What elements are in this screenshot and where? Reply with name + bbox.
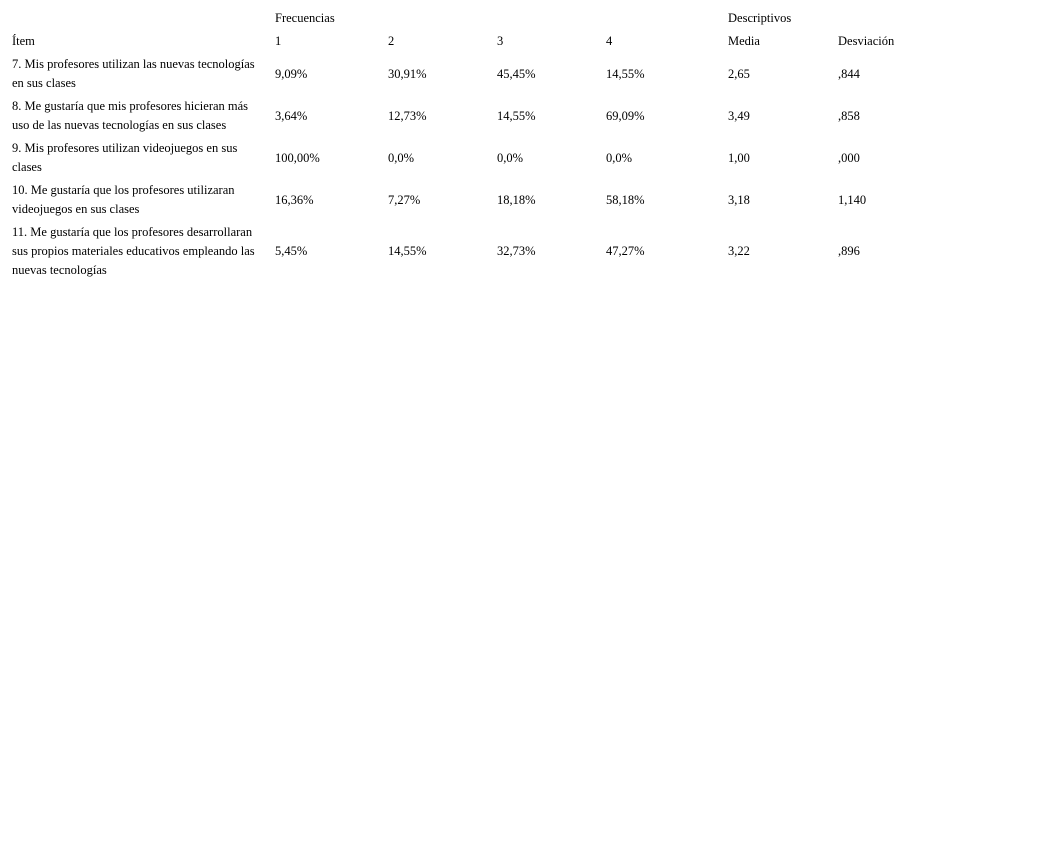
- item-cell: 11. Me gustaría que los profesores desarrollaran sus propios materiales educativos empleando las nuevas tecnologías: [12, 225, 255, 277]
- freq-1-cell: 9,09%: [275, 66, 308, 81]
- item-cell: 10. Me gustaría que los profesores utilizaran videojuegos en sus clases: [12, 183, 235, 216]
- item-cell: 7. Mis profesores utilizan las nuevas tecnologías en sus clases: [12, 57, 255, 90]
- desviacion-cell: ,000: [838, 150, 860, 165]
- desviacion-cell: 1,140: [838, 192, 867, 207]
- freq-2-cell: 0,0%: [388, 150, 415, 165]
- media-cell: 1,00: [728, 150, 750, 165]
- media-cell: 2,65: [728, 66, 750, 81]
- table-row: [10, 53, 936, 95]
- media-cell: 3,22: [728, 244, 750, 258]
- freq-3-cell: 32,73%: [497, 244, 536, 258]
- column-header-media: Media: [728, 34, 760, 48]
- desviacion-cell: ,858: [838, 108, 860, 123]
- freq-3-cell: 14,55%: [497, 108, 536, 123]
- column-header-row: [10, 30, 936, 53]
- column-header-4: 4: [606, 34, 613, 48]
- freq-3-cell: 45,45%: [497, 66, 536, 81]
- freq-4-cell: 14,55%: [606, 66, 645, 81]
- table-row: [10, 95, 936, 137]
- freq-4-cell: 0,0%: [606, 150, 633, 165]
- group-header-descriptivos: Descriptivos: [728, 11, 792, 25]
- freq-1-cell: 3,64%: [275, 108, 308, 123]
- column-header-desviacion: Desviación: [838, 34, 895, 48]
- column-header-2: 2: [388, 34, 395, 48]
- freq-1-cell: 5,45%: [275, 244, 308, 258]
- media-cell: 3,49: [728, 108, 750, 123]
- freq-3-cell: 18,18%: [497, 192, 536, 207]
- freq-2-cell: 7,27%: [388, 192, 421, 207]
- column-header-item: Ítem: [12, 34, 35, 48]
- media-cell: 3,18: [728, 192, 750, 207]
- desviacion-cell: ,844: [838, 66, 860, 81]
- item-cell: 8. Me gustaría que mis profesores hicieran más uso de las nuevas tecnologías en sus clases: [12, 99, 249, 132]
- column-header-1: 1: [275, 34, 282, 48]
- column-header-3: 3: [497, 34, 504, 48]
- frequency-table: [10, 7, 936, 282]
- group-header-row: [10, 7, 936, 30]
- group-header-frecuencias: Frecuencias: [275, 11, 335, 25]
- table-row: [10, 137, 936, 179]
- freq-4-cell: 58,18%: [606, 192, 645, 207]
- freq-2-cell: 12,73%: [388, 108, 427, 123]
- freq-2-cell: 14,55%: [388, 244, 427, 258]
- freq-4-cell: 69,09%: [606, 108, 645, 123]
- freq-3-cell: 0,0%: [497, 150, 524, 165]
- empty-cell: [10, 7, 273, 30]
- desviacion-cell: ,896: [838, 244, 860, 258]
- freq-4-cell: 47,27%: [606, 244, 645, 258]
- table-row: [10, 179, 936, 221]
- freq-1-cell: 100,00%: [275, 150, 320, 165]
- freq-1-cell: 16,36%: [275, 192, 314, 207]
- table-row: [10, 221, 936, 282]
- freq-2-cell: 30,91%: [388, 66, 427, 81]
- item-cell: 9. Mis profesores utilizan videojuegos en sus clases: [12, 141, 238, 174]
